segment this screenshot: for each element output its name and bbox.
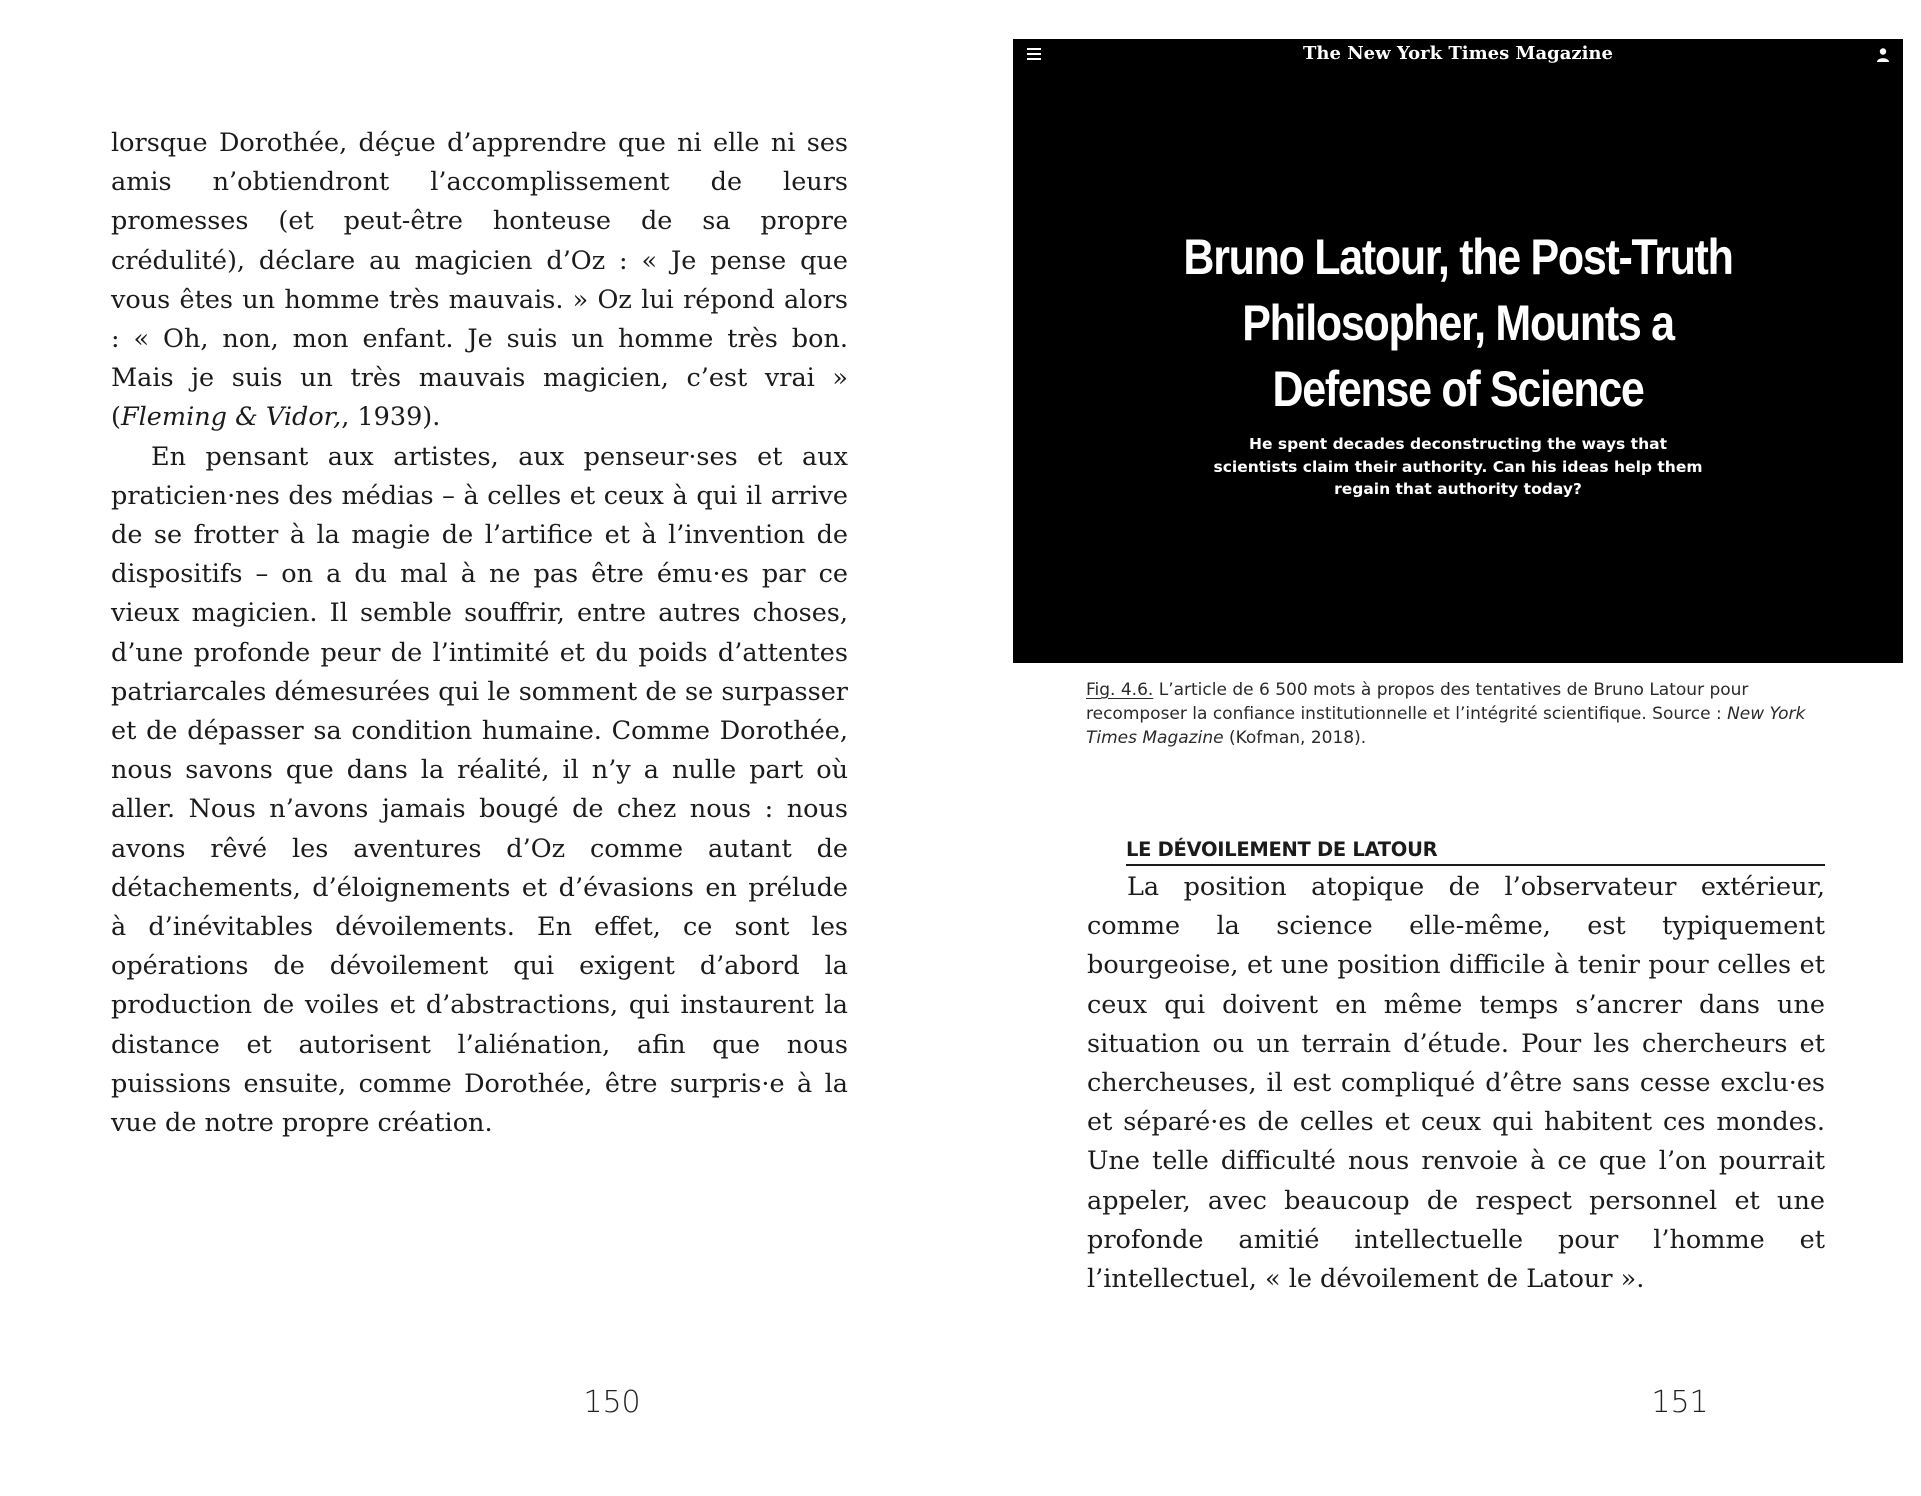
left-paragraph-2: En pensant aux artistes, aux penseur·ses et aux praticien·nes des médias – à celles et ceux à qui il arrive de se frotter à la magie de l’artifice et à l’invention de dispositifs – on a du mal à ne pas être ému·es par ce vieux magicien. Il semble souffrir, entre autres choses, d’une profonde peur de l’intimité et du poids d’attentes patriarcales démesurées qui le somment de se surpasser et de dépasser sa condition humaine. Comme Dorothée, nous savons que dans la réalité, il n’y a nulle part où aller. Nous n’avons jamais bougé de chez nous : nous avons rêvé les aventures d’Oz comme autant de détachements, d’éloignements et d’évasions en prélude à d’inévitables dévoilements. En effet, ce sont les opérations de dévoilement qui exigent d’abord la production de voiles et d’abstractions, qui instaurent la distance et autorisent l’aliénation, afin que nous puissions ensuite, comme Dorothée, être surpris·e à la vue de notre propre création. [111,441,848,1139]
left-paragraph-1 [111,124,848,438]
left-paragraph-1-text-after: , 1939). [341,402,441,433]
caption-source: New York Times Magazine [1086,704,1806,748]
page-number-left: 150 [583,1385,641,1420]
headline-line: Bruno Latour, the Post-Truth [1183,229,1733,285]
nyt-topbar [1013,39,1903,71]
article-deck: He spent decades deconstructing the ways that scientists claim their authority. Can his ideas help them regain that authority today? [1213,435,1703,498]
headline-line: Defense of Science [1272,361,1644,417]
left-page [0,0,960,1496]
right-page-text [1087,868,1825,1299]
right-page [960,0,1921,1496]
section-heading: LE DÉVOILEMENT DE LATOUR [1126,836,1825,866]
figure-caption [1086,678,1816,750]
left-paragraph-1-text-before: lorsque Dorothée, déçue d’apprendre que ni elle ni ses amis n’obtiendront l’accomplissement de leurs promesses (et peut-être honteuse de sa propre crédulité), déclare au magicien d’Oz : « Je pense que vous êtes un homme très mauvais. » Oz lui répond alors : « Oh, non, mon enfant. Je suis un homme très bon. Mais je suis un très mauvais magicien, c’est vrai » ( [111,128,848,433]
nyt-magazine-screenshot-figure [1013,39,1903,663]
left-paragraph-1-citation: Fleming & Vidor, [120,402,342,433]
user-account-icon [1877,47,1889,63]
left-page-text [111,124,848,1143]
right-paragraph: La position atopique de l’observateur extérieur, comme la science elle-même, est typiquement bourgeoise, et une position difficile à tenir pour celles et ceux qui doivent en même temps s’ancrer dans une situation ou un terrain d’étude. Pour les chercheurs et chercheuses, il est compliqué d’être sans cesse exclu·es et séparé·es de celles et ceux qui habitent ces mondes. Une telle difficulté nous renvoie à ce que l’on pourrait appeler, avec beaucoup de respect personnel et une profonde amitié intellectuelle pour l’homme et l’intellectuel, « le dévoilement de Latour ». [1087,872,1825,1295]
nyt-magazine-masthead: The New York Times Magazine [1303,43,1613,64]
headline-line: Philosopher, Mounts a [1242,295,1674,351]
article-headline [1157,224,1759,422]
figure-label: Fig. 4.6. [1086,680,1154,700]
caption-text-after: (Kofman, 2018). [1223,728,1367,748]
page-number-right: 151 [1651,1385,1709,1420]
caption-text-before: L’article de 6 500 mots à propos des tentatives de Bruno Latour pour recomposer la confiance institutionnelle et l’intégrité scientifique. Source : [1086,680,1749,724]
